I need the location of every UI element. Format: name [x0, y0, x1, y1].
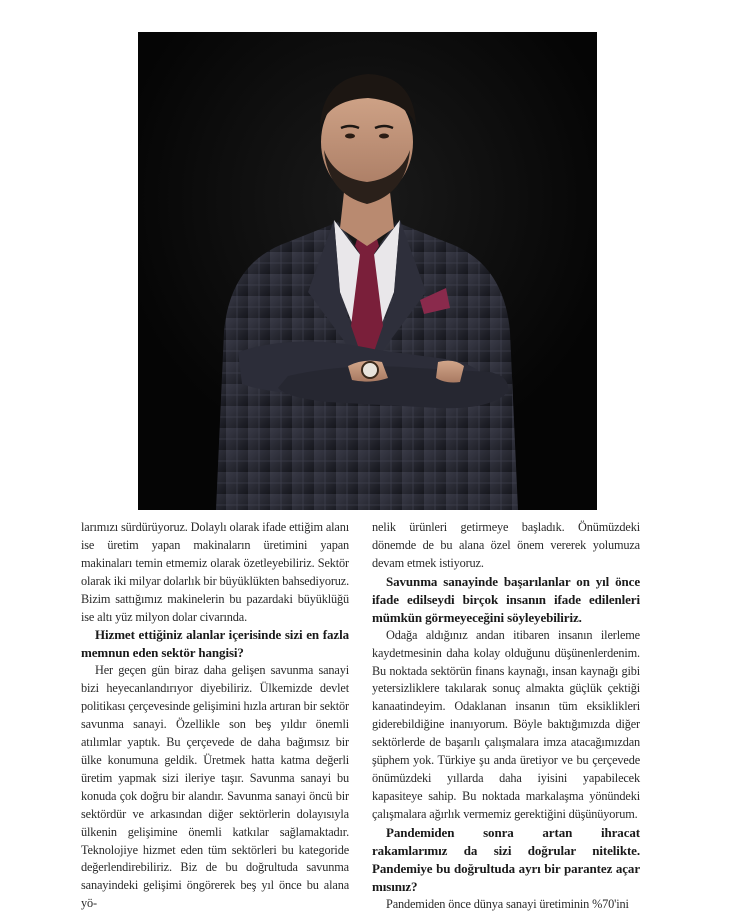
paragraph: Her geçen gün biraz daha gelişen savunma sanayi bizi heyecanlandırıyor diyebiliriz. Ülkemizde devlet politikası çerçevesinde gelişimini hızla artıran bir sektör savunma sanayi. Özellikle son beş yıldır önemli atılımlar yaptık. Bu çerçevede de daha bağımsız bir ülke konumuna geldik. Üretmek hatta katma değerli üretim yapmak sizi ileriye taşır. Savunma sanayi bu konuda çok doğru bir alandır. Savunma sanayi öncü bir sektördür ve arkasından diğer sektörlerin dolayısıyla ülkenin gelişimine önemli katkılar sağlamaktadır. Teknolojiye hizmet eden tüm sektörleri bu kategoride değerlendirebiliriz. Biz de bu doğrultuda savunma sanayindeki gelişimi öngörerek beş yıl önce bu alana yö-: [81, 663, 349, 911]
left-column: [81, 519, 349, 913]
paragraph: Odağa aldığınız andan itibaren insanın ilerleme kaydetmesinin daha kolay olduğunu düşünenlerdenim. Bu noktada sektörün finans kaynağı, insan kaynağı gibi yetersizliklere takılarak sonuç almakta güçlük çektiği kanaatindeyim. Odaklanan insanın tüm eksiklikleri giderebildiğine inanıyorum. Böyle baktığımızda diğer sektörlerde de başarılı çalışmalara imza atacağımızdan şüphem yok. Türkiye şu anda üretiyor ve bu çerçevede önümüzdeki yıllarda daha iyisini yapabilecek kapasiteye sahip. Bu noktada markalaşma yönündeki çalışmalara ağırlık vermemiz gerektiğini düşünüyorum.: [372, 627, 640, 821]
portrait-photo: [138, 32, 597, 510]
interview-question: Hizmet ettiğiniz alanlar içerisinde sizi en fazla memnun eden sektör hangisi?: [81, 627, 349, 661]
right-column: [372, 519, 640, 914]
interview-question: Pandemiden sonra artan ihracat rakamlarımız da sizi doğrular nitelikte. Pandemiye bu doğrultuda ayrı bir parantez açar mısınız?: [372, 824, 640, 894]
portrait-icon: [138, 32, 597, 510]
paragraph: Pandemiden önce dünya sanayi üretiminin %70'ini: [386, 896, 629, 911]
paragraph: larımızı sürdürüyoruz. Dolaylı olarak ifade ettiğim alanı ise üretim yapan makinaların üretimini yapan makinaları temin etmemiz olarak özetleyebiliriz. Sektör olarak iki milyar dolarlık bir büyüklükten bahsediyoruz. Bizim sattığımız makinelerin bu pazardaki büyüklüğü ise altı yüz milyon dolar civarında.: [81, 520, 349, 624]
paragraph: nelik ürünleri getirmeye başladık. Önümüzdeki dönemde de bu alana özel önem vererek yolumuza devam etmek istiyoruz.: [372, 520, 640, 570]
interview-question: Savunma sanayinde başarılanlar on yıl önce ifade edilseydi birçok insanın ifade edilenleri mümkün görmeyeceğini söyleyebiliriz.: [372, 573, 640, 625]
